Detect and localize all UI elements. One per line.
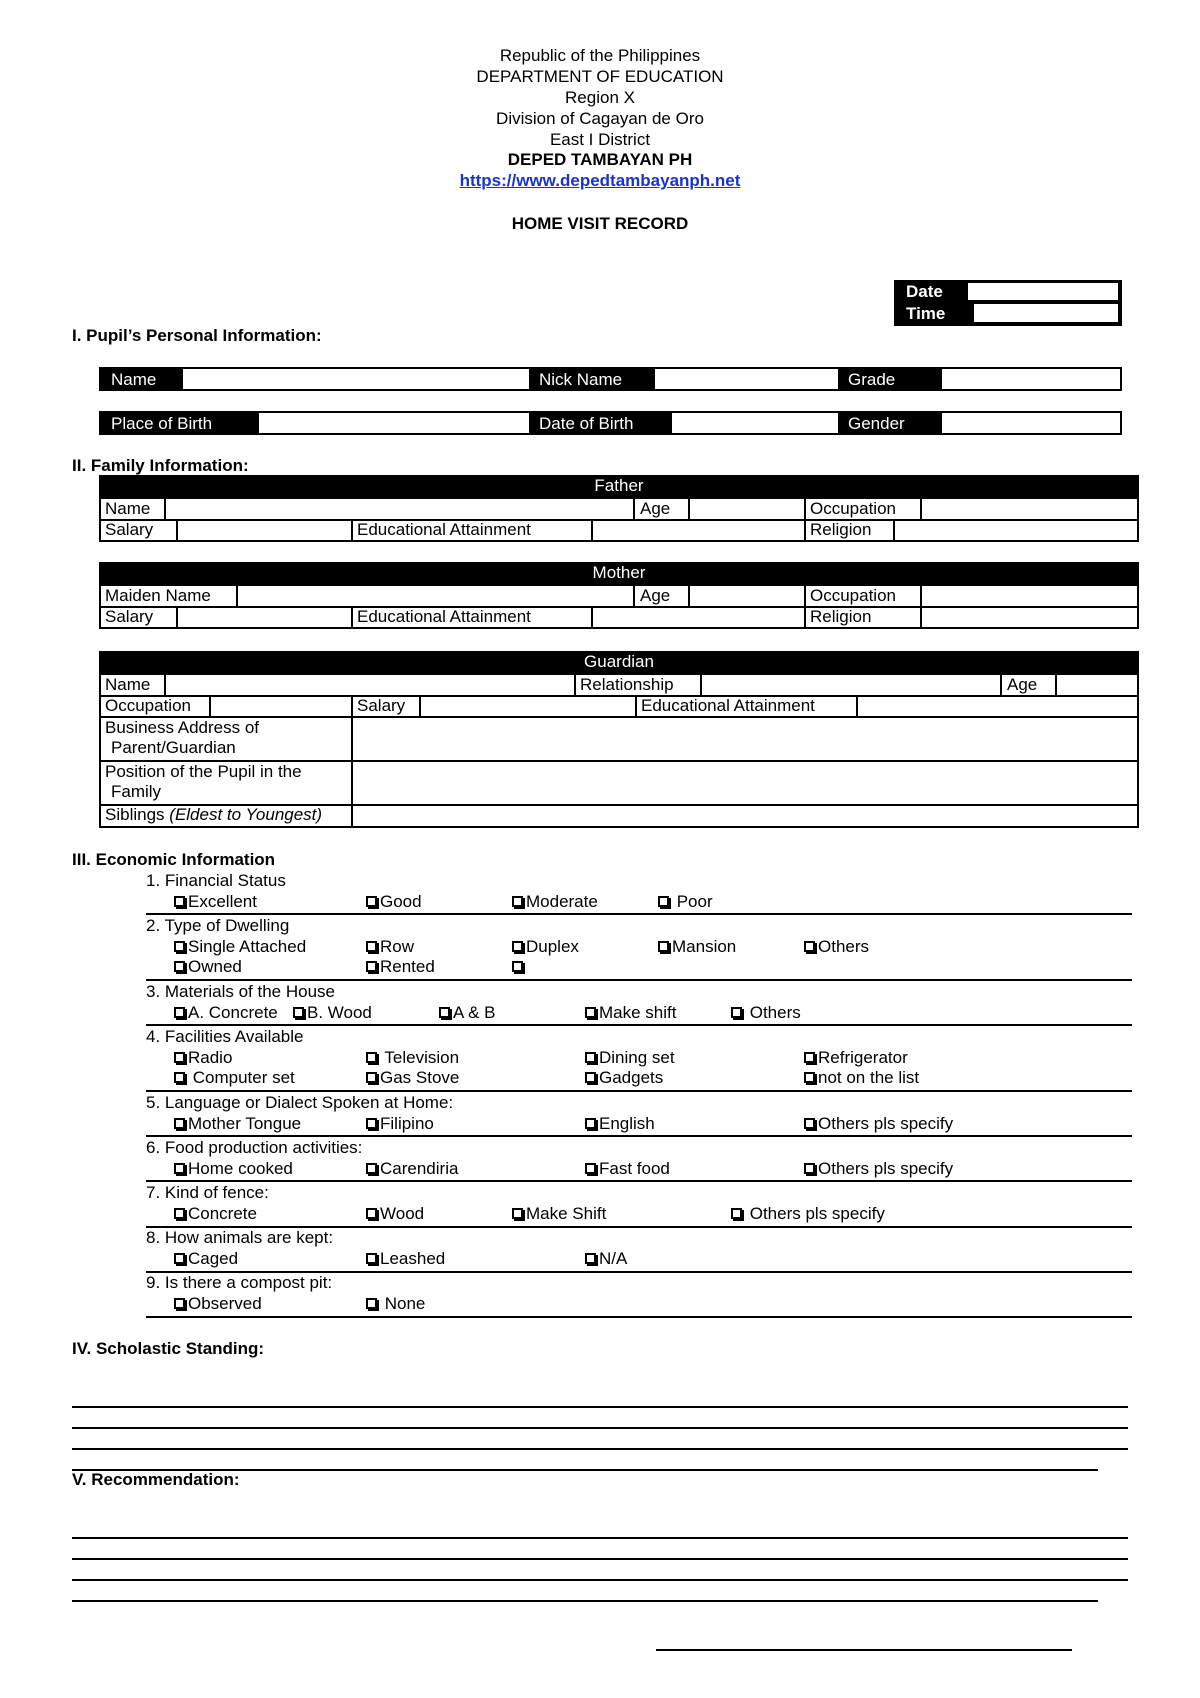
checkbox-icon (174, 941, 185, 952)
checkbox-icon (366, 1163, 377, 1174)
checkbox-icon (804, 941, 815, 952)
checkbox-icon (174, 1163, 185, 1174)
checkbox-icon (366, 1253, 377, 1264)
mother-salary-label: Salary (105, 607, 154, 626)
opt-mansion[interactable]: Mansion (658, 937, 736, 957)
name-label: Name (101, 369, 183, 389)
divider (146, 1135, 1132, 1137)
checkbox-icon (174, 1208, 185, 1219)
opt-rented[interactable]: Rented (366, 957, 435, 977)
date-label: Date (906, 282, 943, 301)
opt-leashed[interactable]: Leashed (366, 1249, 445, 1269)
section-4-title: IV. Scholastic Standing: (72, 1339, 265, 1358)
father-occupation-label: Occupation (810, 499, 896, 518)
opt-home-cooked[interactable]: Home cooked (174, 1159, 293, 1179)
opt-wood[interactable]: Wood (366, 1204, 424, 1224)
opt-caged[interactable]: Caged (174, 1249, 238, 1269)
divider (146, 913, 1132, 915)
checkbox-icon (366, 961, 377, 972)
checkbox-icon (658, 896, 669, 907)
opt-wood-b[interactable]: B. Wood (293, 1003, 372, 1023)
opt-excellent[interactable]: Excellent (174, 892, 257, 912)
opt-moderate[interactable]: Moderate (512, 892, 598, 912)
q6-food-production: 6. Food production activities: (146, 1138, 363, 1157)
opt-make-shift[interactable]: Make shift (585, 1003, 676, 1023)
q9-compost-pit: 9. Is there a compost pit: (146, 1273, 333, 1292)
checkbox-icon (658, 941, 669, 952)
checkbox-icon (174, 1072, 185, 1083)
mother-header: Mother (99, 562, 1139, 584)
checkbox-icon (366, 1298, 377, 1309)
opt-single-attached[interactable]: Single Attached (174, 937, 306, 957)
guardian-table (99, 673, 1139, 828)
personal-row-1 (99, 367, 1122, 391)
opt-duplex[interactable]: Duplex (512, 937, 579, 957)
q1-financial-status: 1. Financial Status (146, 871, 286, 890)
guardian-education-label: Educational Attainment (641, 696, 815, 715)
section-3-title: III. Economic Information (72, 850, 276, 869)
opt-filipino[interactable]: Filipino (366, 1114, 434, 1134)
grade-label: Grade (838, 369, 942, 389)
father-name-label: Name (105, 499, 151, 518)
scholastic-line-2[interactable] (72, 1427, 1128, 1429)
mother-occupation-label: Occupation (810, 586, 896, 605)
mother-age-label: Age (640, 586, 671, 605)
checkbox-icon (174, 1253, 185, 1264)
checkbox-icon (174, 961, 185, 972)
checkbox-icon (585, 1253, 596, 1264)
checkbox-icon (585, 1052, 596, 1063)
opt-na[interactable]: N/A (585, 1249, 627, 1269)
time-label: Time (906, 304, 946, 323)
q5-language: 5. Language or Dialect Spoken at Home: (146, 1093, 454, 1112)
checkbox-icon (439, 1007, 450, 1018)
opt-carendiria[interactable]: Carendiria (366, 1159, 458, 1179)
recommendation-line-4[interactable] (72, 1600, 1098, 1602)
checkbox-icon (585, 1118, 596, 1129)
website-link[interactable]: https://www.depedtambayanph.net (459, 171, 741, 190)
opt-a-and-b[interactable]: A & B (439, 1003, 496, 1023)
mother-education-label: Educational Attainment (357, 607, 531, 626)
checkbox-icon (804, 1118, 815, 1129)
siblings-text: Siblings (105, 805, 165, 824)
opt-dining-set[interactable]: Dining set (585, 1048, 675, 1068)
division-line: Division of Cagayan de Oro (496, 109, 704, 128)
opt-owned[interactable]: Owned (174, 957, 242, 977)
checkbox-icon (174, 896, 185, 907)
checkbox-icon (512, 1208, 523, 1219)
opt-others-specify[interactable]: Others pls specify (804, 1159, 953, 1179)
guardian-header: Guardian (99, 651, 1139, 673)
opt-not-on-list[interactable]: not on the list (804, 1068, 919, 1088)
date-time-box (894, 280, 1122, 326)
date-field[interactable] (968, 283, 1118, 300)
guardian-name-label: Name (105, 675, 151, 694)
divider (146, 1090, 1132, 1092)
mother-religion-label: Religion (810, 607, 872, 626)
father-header: Father (99, 475, 1139, 497)
signature-line[interactable] (656, 1649, 1072, 1651)
opt-concrete[interactable]: Concrete (174, 1204, 257, 1224)
siblings-label (105, 805, 322, 825)
checkbox-icon (366, 1052, 377, 1063)
q7-kind-of-fence: 7. Kind of fence: (146, 1183, 269, 1202)
checkbox-icon (174, 1052, 185, 1063)
form-title: HOME VISIT RECORD (511, 214, 689, 233)
opt-fast-food[interactable]: Fast food (585, 1159, 670, 1179)
opt-good[interactable]: Good (366, 892, 422, 912)
place-of-birth-label: Place of Birth (101, 413, 259, 433)
checkbox-icon (804, 1052, 815, 1063)
checkbox-icon (731, 1007, 742, 1018)
divider (146, 1024, 1132, 1026)
section-2-title: II. Family Information: (72, 456, 249, 475)
district-line: East I District (549, 130, 651, 149)
url-line (0, 171, 1200, 191)
opt-concrete-a[interactable]: A. Concrete (174, 1003, 278, 1023)
checkbox-icon (366, 1118, 377, 1129)
recommendation-line-3[interactable] (72, 1579, 1128, 1581)
department-line: DEPARTMENT OF EDUCATION (476, 67, 724, 86)
scholastic-line-3[interactable] (72, 1448, 1128, 1450)
guardian-salary-label: Salary (357, 696, 406, 715)
checkbox-icon (174, 1298, 185, 1309)
opt-make-shift[interactable]: Make Shift (512, 1204, 606, 1224)
guardian-age-label: Age (1007, 675, 1038, 694)
opt-gadgets[interactable]: Gadgets (585, 1068, 663, 1088)
checkbox-icon (366, 896, 377, 907)
divider (146, 979, 1132, 981)
father-education-label: Educational Attainment (357, 520, 531, 539)
opt-computer-set[interactable]: Computer set (174, 1068, 295, 1088)
q4-facilities-available: 4. Facilities Available (146, 1027, 304, 1046)
opt-poor[interactable]: Poor (658, 892, 713, 912)
opt-blank[interactable] (512, 957, 526, 977)
opt-radio[interactable]: Radio (174, 1048, 232, 1068)
position-label-2: Family (111, 782, 162, 801)
recommendation-line-1[interactable] (72, 1537, 1128, 1539)
checkbox-icon (512, 896, 523, 907)
q8-animals-kept: 8. How animals are kept: (146, 1228, 334, 1247)
opt-others[interactable]: Others (804, 937, 869, 957)
opt-television[interactable]: Television (366, 1048, 459, 1068)
checkbox-icon (585, 1163, 596, 1174)
opt-observed[interactable]: Observed (174, 1294, 262, 1314)
opt-others-specify[interactable]: Others pls specify (804, 1114, 953, 1134)
checkbox-icon (512, 941, 523, 952)
opt-mother-tongue[interactable]: Mother Tongue (174, 1114, 301, 1134)
mother-name-label: Maiden Name (105, 586, 211, 605)
checkbox-icon (585, 1007, 596, 1018)
checkbox-icon (366, 941, 377, 952)
date-of-birth-label: Date of Birth (529, 413, 672, 433)
school-name: DEPED TAMBAYAN PH (507, 150, 693, 169)
divider (146, 1316, 1132, 1318)
opt-gas-stove[interactable]: Gas Stove (366, 1068, 459, 1088)
opt-refrigerator[interactable]: Refrigerator (804, 1048, 908, 1068)
business-address-label-2: Parent/Guardian (111, 738, 236, 757)
guardian-occupation-label: Occupation (105, 696, 191, 715)
position-label-1: Position of the Pupil in the (105, 762, 302, 781)
checkbox-icon (366, 1208, 377, 1219)
scholastic-line-1[interactable] (72, 1406, 1128, 1408)
opt-none[interactable]: None (366, 1294, 425, 1314)
business-address-label-1: Business Address of (105, 718, 260, 737)
father-table (99, 497, 1139, 542)
checkbox-icon (174, 1118, 185, 1129)
guardian-relationship-label: Relationship (580, 675, 674, 694)
checkbox-icon (174, 1007, 185, 1018)
checkbox-icon (366, 1072, 377, 1083)
section-5-title: V. Recommendation: (72, 1470, 240, 1489)
mother-table (99, 584, 1139, 629)
checkbox-icon (512, 961, 523, 972)
section-1-title: I. Pupil’s Personal Information: (72, 326, 322, 345)
checkbox-icon (585, 1072, 596, 1083)
republic-line: Republic of the Philippines (499, 46, 701, 65)
q2-type-of-dwelling: 2. Type of Dwelling (146, 916, 290, 935)
opt-english[interactable]: English (585, 1114, 655, 1134)
father-religion-label: Religion (810, 520, 872, 539)
siblings-note: (Eldest to Youngest) (169, 805, 323, 824)
father-salary-label: Salary (105, 520, 154, 539)
q3-materials-of-house: 3. Materials of the House (146, 982, 335, 1001)
opt-others[interactable]: Others (731, 1003, 801, 1023)
checkbox-icon (293, 1007, 304, 1018)
checkbox-icon (804, 1072, 815, 1083)
divider (146, 1180, 1132, 1182)
father-age-label: Age (640, 499, 671, 518)
checkbox-icon (804, 1163, 815, 1174)
opt-others-specify[interactable]: Others pls specify (731, 1204, 885, 1224)
personal-row-2 (99, 411, 1122, 435)
time-field[interactable] (974, 304, 1118, 322)
region-line: Region X (565, 88, 635, 107)
opt-row[interactable]: Row (366, 937, 414, 957)
checkbox-icon (731, 1208, 742, 1219)
recommendation-line-2[interactable] (72, 1558, 1128, 1560)
nick-name-label: Nick Name (529, 369, 655, 389)
gender-label: Gender (838, 413, 942, 433)
